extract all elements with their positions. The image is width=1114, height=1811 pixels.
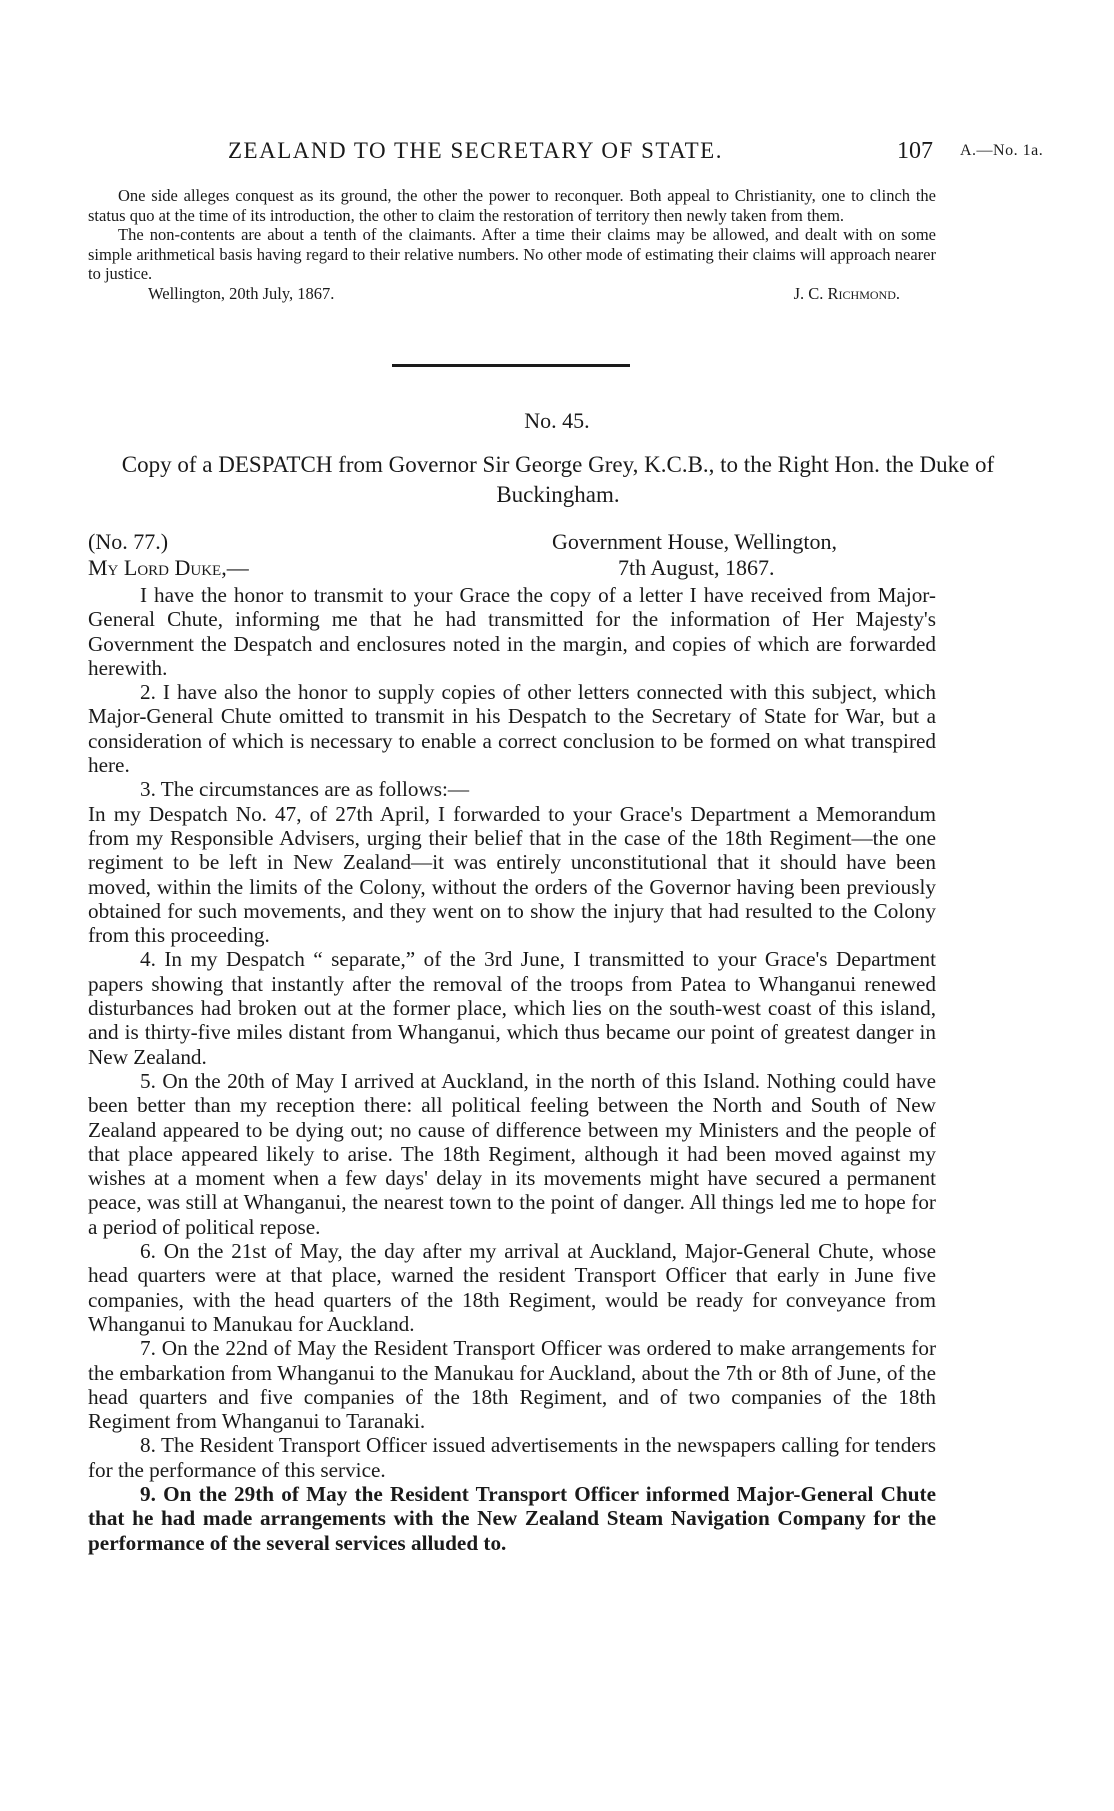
despatch-number: No. 45. — [524, 408, 590, 433]
paragraph: 6. On the 21st of May, the day after my arrival at Auckland, Major-General Chute, whose head quarters were at that place, warned the resident Transport Officer that early in June five companies, with the head quarters of the 18th Regiment, would be ready for conveyance from Whanganui to Manukau for Auckland. — [88, 1239, 936, 1336]
section-divider — [392, 364, 630, 367]
despatch-date: 7th August, 1867. — [618, 555, 775, 580]
paragraph: 3. The circumstances are as follows:— — [140, 777, 470, 802]
memo-signature-line — [88, 284, 918, 304]
memo-place-date: Wellington, 20th July, 1867. — [148, 283, 335, 303]
despatch-body — [88, 583, 936, 1555]
despatch-address: Government House, Wellington, — [552, 529, 838, 554]
running-head: ZEALAND TO THE SECRETARY OF STATE. — [228, 138, 723, 163]
memo-paragraph: The non-contents are about a tenth of the claimants. After a time their claims may be allowed, and dealt with on some simple arithmetical basis having regard to their relative numbers. No other mode of estimating their claims will approach nearer to justice. — [88, 225, 936, 283]
paragraph: In my Despatch No. 47, of 27th April, I forwarded to your Grace's Department a Memorandum from my Responsible Advisers, urging their belief that in the case of the 18th Regiment—the one regiment to be left in New Zealand—it was entirely unconstitutional that it should have been moved, within the limits of the Colony, without the orders of the Governor having been previously obtained for such movements, and they went on to show the injury that had resulted to the Colony from this proceeding. — [88, 801, 936, 948]
series-mark: A.—No. 1a. — [960, 142, 1044, 159]
memo-paragraph: One side alleges conquest as its ground, the other the power to reconquer. Both appeal to Christianity, one to clinch the status quo at the time of its introduction, the other to claim the restoration of territory then newly taken from them. — [88, 186, 936, 225]
paragraph: I have the honor to transmit to your Grace the copy of a letter I have received from Major-General Chute, informing me that he had transmitted for the information of Her Majesty's Government the Despatch and enclosures noted in the margin, and copies of which are forwarded herewith. — [88, 583, 936, 680]
paragraph: 4. In my Despatch “ separate,” of the 3rd June, I transmitted to your Grace's Department papers showing that instantly after the removal of the troops from Patea to Whanganui renewed disturbances had broken out at the former place, which lies on the south-west coast of this island, and is thirty-five miles distant from Whanganui, which thus became our point of greatest danger in New Zealand. — [88, 947, 936, 1069]
paragraph: 9. On the 29th of May the Resident Transport Officer informed Major-General Chute that he had made arrangements with the New Zealand Steam Navigation Company for the performance of the several services alluded to. — [88, 1481, 936, 1555]
paragraph: 8. The Resident Transport Officer issued advertisements in the newspapers calling for tenders for the performance of this service. — [88, 1433, 936, 1482]
memo-text — [88, 186, 936, 303]
salutation: My Lord Duke,— — [88, 555, 249, 580]
despatch-title: Copy of a DESPATCH from Governor Sir George Grey, K.C.B., to the Right Hon. the Duke of Buckingham. — [121, 452, 995, 507]
paragraph: 2. I have also the honor to supply copies of other letters connected with this subject, which Major-General Chute omitted to transmit in his Despatch to the Secretary of State for War, but a consideration of which is necessary to enable a correct conclusion to be formed on what transpired here. — [88, 680, 936, 778]
paragraph: 5. On the 20th of May I arrived at Auckland, in the north of this Island. Nothing could have been better than my reception there: all political feeling between the North and South of New Zealand appeared to be dying out; no cause of difference between my Ministers and the people of that place appeared likely to arise. The 18th Regiment, although it had been moved against my wishes at a moment when a few days' delay in its movements might have secured a permanent peace, was still at Whanganui, the nearest town to the point of danger. All things led me to hope for a period of political repose. — [88, 1068, 936, 1239]
page-number: 107 — [897, 138, 933, 164]
paragraph: 7. On the 22nd of May the Resident Transport Officer was ordered to make arrangements for the embarkation from Whanganui to the Manukau for Auckland, about the 7th or 8th of June, of the head quarters and five companies of the 18th Regiment, and of two companies of the 18th Regiment from Whanganui to Taranaki. — [88, 1336, 936, 1434]
despatch-reference: (No. 77.) — [88, 529, 169, 554]
memo-signature: J. C. Richmond. — [793, 283, 900, 303]
